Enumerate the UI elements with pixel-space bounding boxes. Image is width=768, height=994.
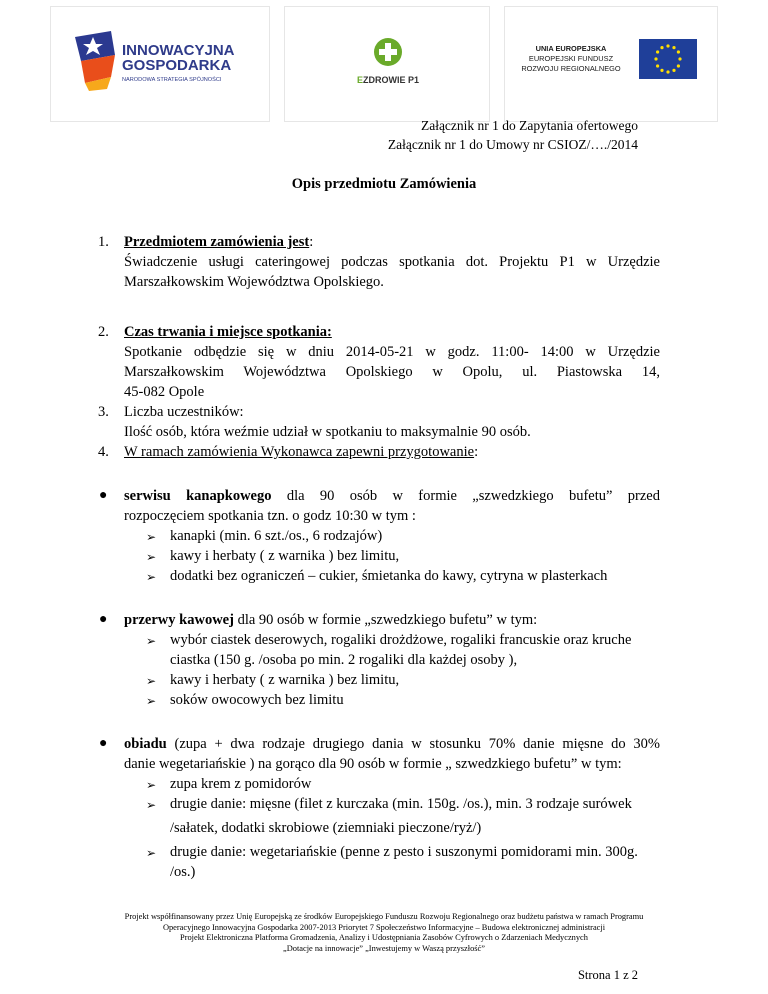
arrow-icon: ➢	[146, 674, 157, 688]
ue-text: UNIA EUROPEJSKA EUROPEJSKI FUNDUSZ ROZWOJU REGIONALNEGO	[521, 44, 621, 73]
section-4-number: 4.	[98, 444, 109, 460]
arrow-icon: ➢	[146, 846, 157, 860]
ig-title: INNOWACYJNA GOSPODARKA	[122, 42, 235, 74]
bullet-2-line-1: przerwy kawowej dla 90 osób w formie „szwedzkiego bufetu” w tym:	[124, 612, 538, 628]
bullet-2-item-1a: wybór ciastek deserowych, rogaliki drożdżowe, rogaliki francuskie oraz kruche	[170, 632, 632, 648]
bullet-1-line-1: serwisu kanapkowego dla 90 osób w formie „szwedzkiego bufetu” przed	[124, 488, 660, 504]
bullet-3-item-1: zupa krem z pomidorów	[170, 776, 312, 792]
bullet-3-line-1: obiadu (zupa + dwa rodzaje drugiego dania w stosunku 70% danie mięsne do 30%	[124, 736, 660, 752]
ez-title: EZDROWIE P1	[356, 75, 420, 85]
bullet-2-item-2: kawy i herbaty ( z warnika ) bez limitu,	[170, 672, 400, 688]
arrow-icon: ➢	[146, 798, 157, 812]
bullet-1-item-3: dodatki bez ograniczeń – cukier, śmietanka do kawy, cytryna w plasterkach	[170, 568, 608, 584]
section-3-heading: Liczba uczestników:	[124, 404, 244, 420]
section-1-line-2: Marszałkowskim Województwa Opolskiego.	[124, 274, 384, 290]
arrow-icon: ➢	[146, 694, 157, 708]
attachment-line-2: Załącznik nr 1 do Umowy nr CSIOZ/…./2014	[387, 137, 638, 152]
footer: Projekt współfinansowany przez Unię Europejską ze środków Europejskiego Funduszu Rozwoju Regionalnego oraz budżetu państwa w ramach Programu Operacyjnego Innowacyjna Gospodarka 2007-2013 Priorytet 7 Społeczeństwo Informacyjne – Budowa elektronicznej administracji Projekt Elektroniczna Platforma Gromadzenia, Analizy i Udostępniania Zasobów Cyfrowych o Zdarzeniach Medycznych „Dotacje na innowacje” „Inwestujemy w Waszą przyszłość”	[124, 912, 644, 953]
section-1-number: 1.	[98, 234, 109, 250]
bullet-3-item-3b: /os.)	[170, 864, 196, 880]
bullet-1-item-1: kanapki (min. 6 szt./os., 6 rodzajów)	[170, 528, 383, 544]
section-3-line-1: Ilość osób, która weźmie udział w spotkaniu to maksymalnie 90 osób.	[124, 424, 531, 440]
attachment-line-1: Załącznik nr 1 do Zapytania ofertowego	[420, 118, 638, 133]
bullet-3-line-2: danie wegetariańskie ) na gorąco dla 90 osób w formie „ szwedzkiego bufetu” w tym:	[124, 756, 622, 772]
bullet-3-item-2a: drugie danie: mięsne (filet z kurczaka (min. 150g. /os.), min. 3 rodzaje surówek	[170, 796, 632, 812]
section-2-line-1: Spotkanie odbędzie się w dniu 2014-05-21 w godz. 11:00- 14:00 w Urzędzie	[124, 344, 660, 360]
bullet-2-item-1b: ciastka (150 g. /osoba po min. 2 rogaliki dla każdej osoby ),	[170, 652, 518, 668]
document-title: Opis przedmiotu Zamówienia	[291, 176, 477, 192]
bullet-3-item-2b: /sałatek, dodatki skrobiowe (ziemniaki pieczone/ryż/)	[170, 820, 482, 836]
eu-flag-icon	[639, 39, 697, 79]
green-cross-icon	[373, 37, 403, 67]
ig-subtitle: NARODOWA STRATEGIA SPÓJNOŚCI	[122, 77, 222, 83]
arrow-icon: ➢	[146, 634, 157, 648]
section-1-heading: Przedmiotem zamówienia jest:	[124, 234, 314, 250]
section-2-line-2: Marszałkowskim Województwa Opolskiego w Opolu, ul. Piastowska 14,	[124, 364, 660, 380]
bullet-icon: ●	[99, 488, 108, 503]
ig-emblem-icon	[71, 31, 119, 91]
arrow-icon: ➢	[146, 570, 157, 584]
bullet-1-line-2: rozpoczęciem spotkania tzn. o godz 10:30 w tym :	[124, 508, 416, 524]
arrow-icon: ➢	[146, 550, 157, 564]
logo-unia-europejska	[504, 6, 718, 122]
page-number: Strona 1 z 2	[577, 968, 638, 982]
bullet-2-item-3: soków owocowych bez limitu	[170, 692, 344, 708]
section-1-line-1: Świadczenie usługi cateringowej podczas spotkania dot. Projektu P1 w Urzędzie	[124, 254, 660, 270]
bullet-1-item-2: kawy i herbaty ( z warnika ) bez limitu,	[170, 548, 400, 564]
section-2-line-3: 45-082 Opole	[124, 384, 205, 400]
bullet-3-item-3a: drugie danie: wegetariańskie (penne z pesto i suszonymi pomidorami min. 300g.	[170, 844, 638, 860]
bullet-icon: ●	[99, 612, 108, 627]
section-2-heading: Czas trwania i miejsce spotkania:	[124, 324, 332, 340]
logo-innowacyjna-gospodarka	[50, 6, 270, 122]
arrow-icon: ➢	[146, 778, 157, 792]
arrow-icon: ➢	[146, 530, 157, 544]
section-4-heading: W ramach zamówienia Wykonawca zapewni przygotowanie:	[124, 444, 479, 460]
section-3-number: 3.	[98, 404, 109, 420]
logo-ezdrowie-p1	[284, 6, 490, 122]
bullet-icon: ●	[99, 736, 108, 751]
section-2-number: 2.	[98, 324, 109, 340]
